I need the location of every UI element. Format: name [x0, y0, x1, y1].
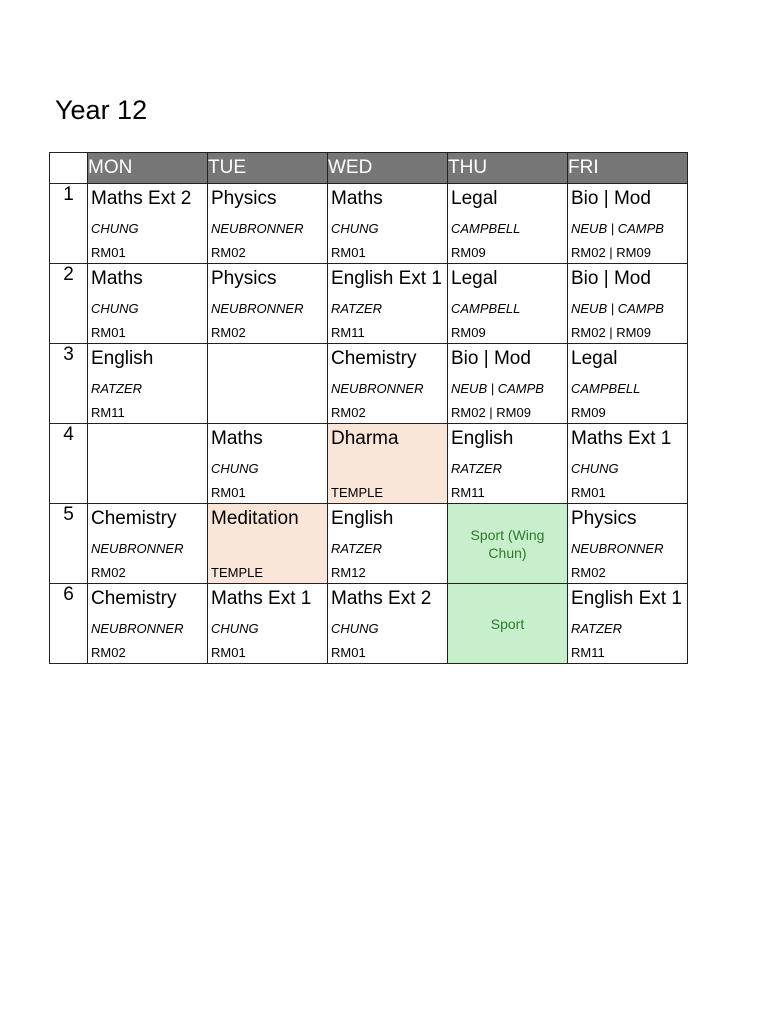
- cell-room: RM11: [451, 485, 485, 500]
- cell-room: RM02: [211, 325, 246, 340]
- cell-subject: Dharma: [331, 428, 399, 449]
- cell-room: RM02 | RM09: [451, 405, 531, 420]
- page-title: Year 12: [55, 95, 148, 125]
- header-corner: [50, 153, 88, 184]
- cell-subject: Maths Ext 2: [331, 588, 432, 609]
- timetable-cell: [328, 344, 448, 424]
- cell-subject: English Ext 1: [571, 588, 682, 609]
- timetable-cell: [328, 584, 448, 664]
- cell-subject: Maths Ext 2: [91, 188, 192, 209]
- period-number: 4: [50, 424, 88, 504]
- day-header-tue: TUE: [208, 153, 328, 184]
- cell-note: Sport (Wing Chun): [470, 526, 545, 561]
- timetable-cell: [208, 344, 328, 424]
- cell-subject: Bio | Mod: [571, 188, 651, 209]
- timetable-cell: [448, 424, 568, 504]
- period-number: 5: [50, 504, 88, 584]
- timetable-cell: [568, 344, 688, 424]
- cell-subject: English Ext 1: [331, 268, 442, 289]
- day-header-fri: FRI: [568, 153, 688, 184]
- timetable-cell: [208, 424, 328, 504]
- period-row: [50, 424, 688, 504]
- period-row: [50, 184, 688, 264]
- cell-subject: Bio | Mod: [451, 348, 531, 369]
- cell-teacher: RATZER: [331, 541, 383, 556]
- header-row: [50, 153, 688, 184]
- timetable-cell: [448, 184, 568, 264]
- timetable-cell: [88, 584, 208, 664]
- cell-subject: Maths: [91, 268, 143, 289]
- cell-room: RM02: [211, 245, 246, 260]
- cell-subject: Legal: [451, 268, 498, 289]
- cell-teacher: NEUB | CAMPB: [571, 221, 664, 236]
- cell-teacher: CAMPBELL: [571, 381, 641, 396]
- cell-room: RM11: [331, 325, 365, 340]
- cell-teacher: RATZER: [571, 621, 623, 636]
- cell-teacher: NEUBRONNER: [571, 541, 664, 556]
- timetable-cell: [568, 424, 688, 504]
- cell-teacher: NEUB | CAMPB: [571, 301, 664, 316]
- timetable-cell: [88, 184, 208, 264]
- cell-room: RM09: [451, 325, 486, 340]
- cell-subject: Legal: [571, 348, 618, 369]
- cell-room: RM11: [571, 645, 605, 660]
- day-header-mon: MON: [88, 153, 208, 184]
- cell-subject: Legal: [451, 188, 498, 209]
- period-row: [50, 344, 688, 424]
- cell-subject: Chemistry: [91, 588, 177, 609]
- cell-teacher: RATZER: [331, 301, 383, 316]
- cell-teacher: CHUNG: [91, 301, 139, 316]
- cell-subject: Maths Ext 1: [571, 428, 672, 449]
- cell-teacher: NEUBRONNER: [331, 381, 424, 396]
- cell-subject: English: [451, 428, 514, 449]
- cell-room: RM12: [331, 565, 366, 580]
- cell-room: RM01: [211, 645, 246, 660]
- timetable-cell: [568, 504, 688, 584]
- cell-subject: English: [91, 348, 154, 369]
- cell-teacher: CHUNG: [331, 221, 379, 236]
- cell-teacher: NEUBRONNER: [211, 221, 304, 236]
- timetable-cell: [88, 264, 208, 344]
- timetable-cell: [328, 424, 448, 504]
- cell-teacher: CHUNG: [331, 621, 379, 636]
- cell-teacher: RATZER: [451, 461, 503, 476]
- cell-teacher: CHUNG: [211, 461, 259, 476]
- cell-teacher: NEUBRONNER: [211, 301, 304, 316]
- period-number: 1: [50, 184, 88, 264]
- timetable-cell: [448, 504, 568, 584]
- timetable-cell: [328, 264, 448, 344]
- cell-room: TEMPLE: [211, 565, 264, 580]
- cell-room: RM09: [451, 245, 486, 260]
- cell-room: RM02: [91, 645, 126, 660]
- timetable-cell: [88, 344, 208, 424]
- timetable-cell: [568, 184, 688, 264]
- timetable-cell: [208, 584, 328, 664]
- period-number: 3: [50, 344, 88, 424]
- cell-room: RM02: [331, 405, 366, 420]
- timetable-cell: [448, 264, 568, 344]
- day-header-thu: THU: [448, 153, 568, 184]
- cell-teacher: CHUNG: [91, 221, 139, 236]
- timetable-cell: [88, 424, 208, 504]
- cell-subject: Maths Ext 1: [211, 588, 312, 609]
- cell-room: RM01: [211, 485, 246, 500]
- cell-teacher: RATZER: [91, 381, 143, 396]
- timetable-cell: [88, 504, 208, 584]
- timetable-cell: [328, 184, 448, 264]
- cell-room: RM01: [331, 245, 366, 260]
- cell-subject: Physics: [211, 188, 277, 209]
- cell-room: RM02: [91, 565, 126, 580]
- period-number: 2: [50, 264, 88, 344]
- cell-subject: Chemistry: [91, 508, 177, 529]
- period-row: [50, 584, 688, 664]
- cell-room: RM01: [331, 645, 366, 660]
- cell-teacher: NEUBRONNER: [91, 541, 184, 556]
- day-header-wed: WED: [328, 153, 448, 184]
- timetable: [49, 152, 688, 664]
- cell-subject: English: [331, 508, 394, 529]
- cell-subject: Bio | Mod: [571, 268, 651, 289]
- cell-room: RM11: [91, 405, 125, 420]
- timetable-cell: [208, 504, 328, 584]
- period-number: 6: [50, 584, 88, 664]
- timetable-cell: [328, 504, 448, 584]
- cell-teacher: CAMPBELL: [451, 221, 521, 236]
- cell-teacher: NEUBRONNER: [91, 621, 184, 636]
- cell-teacher: CHUNG: [211, 621, 259, 636]
- cell-note: Sport: [490, 615, 525, 632]
- cell-subject: Physics: [571, 508, 637, 529]
- cell-subject: Chemistry: [331, 348, 417, 369]
- period-row: [50, 264, 688, 344]
- cell-teacher: CHUNG: [571, 461, 619, 476]
- timetable-body: [50, 184, 688, 664]
- cell-room: RM01: [91, 245, 126, 260]
- cell-room: RM09: [571, 405, 606, 420]
- timetable-cell: [448, 344, 568, 424]
- cell-room: TEMPLE: [331, 485, 384, 500]
- cell-room: RM02: [571, 565, 606, 580]
- cell-subject: Meditation: [211, 508, 299, 529]
- cell-room: RM01: [91, 325, 126, 340]
- period-row: [50, 504, 688, 584]
- cell-room: RM02 | RM09: [571, 325, 651, 340]
- timetable-cell: [568, 584, 688, 664]
- cell-subject: Maths: [211, 428, 263, 449]
- timetable-cell: [208, 184, 328, 264]
- timetable-cell: [208, 264, 328, 344]
- cell-room: RM01: [571, 485, 606, 500]
- timetable-cell: [448, 584, 568, 664]
- cell-teacher: CAMPBELL: [451, 301, 521, 316]
- timetable-cell: [568, 264, 688, 344]
- cell-subject: Maths: [331, 188, 383, 209]
- cell-subject: Physics: [211, 268, 277, 289]
- cell-room: RM02 | RM09: [571, 245, 651, 260]
- cell-teacher: NEUB | CAMPB: [451, 381, 544, 396]
